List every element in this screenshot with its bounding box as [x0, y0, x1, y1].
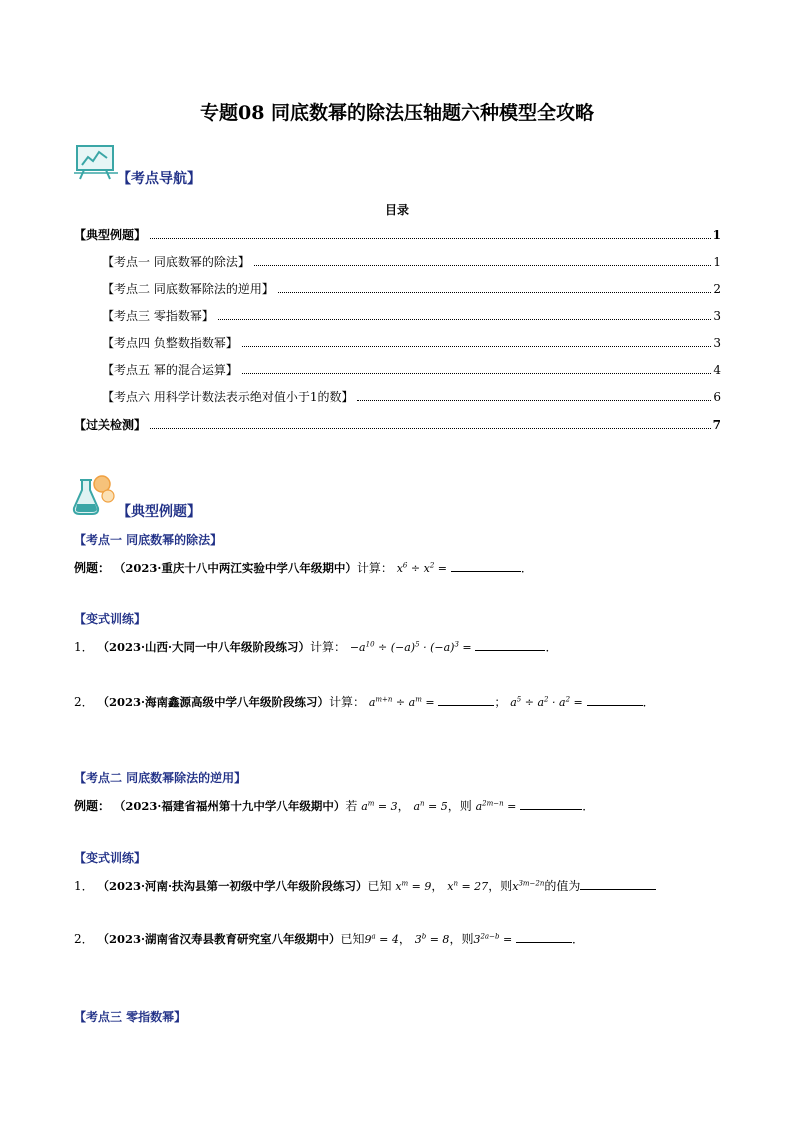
answer-blank[interactable]	[520, 799, 582, 810]
math-expression: $3^b = 8$	[414, 932, 450, 946]
toc-leader	[218, 319, 712, 320]
answer-blank[interactable]	[587, 695, 643, 706]
question-line: 2． （2023·湖南省汉寿县教育研究室八年级期中）已知$9^a = 4$， $3^b = 8$，则$3^{2a-b}$ = ．	[74, 932, 585, 946]
topic-heading: 【考点二 同底数幂除法的逆用】	[74, 771, 247, 785]
math-expression: $a^m = 3$	[361, 799, 398, 813]
answer-blank[interactable]	[580, 879, 656, 890]
toc-entry-label: 【考点六 用科学计数法表示绝对值小于1的数】	[102, 390, 354, 404]
document-title: 专题08 同底数幂的除法压轴题六种模型全攻略	[199, 102, 595, 124]
question-line: 2． （2023·海南鑫源高级中学八年级阶段练习）计算： $a^{m+n} \div a^m$ = ； $a^5 \div a^2 \cdot a^2$ = ．	[74, 695, 655, 709]
toc-leader	[242, 346, 712, 347]
math-expression: $x^m = 9$	[395, 879, 432, 893]
toc-entry-page: 7	[712, 418, 721, 432]
toc-leader	[278, 292, 712, 293]
toc-entry-page: 4	[713, 363, 721, 377]
math-expression: $a^5 \div a^2 \cdot a^2$ =	[510, 695, 583, 709]
math-expression: $x^6 \div x^2$ =	[396, 561, 447, 575]
toc-leader	[254, 265, 712, 266]
toc-entry[interactable]	[102, 253, 721, 269]
toc-caption: 目录	[384, 203, 409, 217]
toc-entry-page: 6	[713, 390, 721, 404]
answer-blank[interactable]	[516, 932, 572, 943]
math-expression: $a^n = 5$	[413, 799, 448, 813]
flask-icon	[72, 474, 118, 518]
toc-leader	[150, 238, 711, 239]
chalkboard-icon	[74, 143, 118, 181]
topic-heading: 【考点三 零指数幂】	[74, 1010, 187, 1024]
toc-entry-label: 【考点二 同底数幂除法的逆用】	[102, 282, 274, 296]
nav-header: 【考点导航】	[117, 171, 201, 187]
toc-entry-page: 3	[713, 309, 721, 323]
toc-leader	[150, 428, 711, 429]
math-expression: $a^{2m-n}$ =	[475, 799, 517, 813]
variant-heading: 【变式训练】	[74, 851, 147, 865]
toc-entry[interactable]	[102, 307, 721, 323]
toc-entry-page: 3	[713, 336, 721, 350]
toc-entry[interactable]	[74, 226, 721, 242]
toc-entry-label: 【过关检测】	[74, 418, 147, 432]
toc-entry-label: 【典型例题】	[74, 228, 147, 242]
toc-leader	[242, 373, 712, 374]
math-expression: $3^{2a-b}$ =	[473, 932, 513, 946]
toc-entry-page: 1	[713, 255, 721, 269]
question-line: 1． （2023·山西·大同一中八年级阶段练习）计算： $-a^{10} \div (-a)^5 \cdot (-a)^3$ = ．	[74, 640, 558, 654]
topic-heading: 【考点一 同底数幂的除法】	[74, 533, 223, 547]
answer-blank[interactable]	[451, 561, 521, 572]
toc-entry[interactable]	[74, 416, 721, 432]
section-header: 【典型例题】	[117, 504, 201, 520]
answer-blank[interactable]	[475, 640, 545, 651]
toc-entry[interactable]	[102, 280, 721, 296]
toc-entry-page: 1	[712, 228, 721, 242]
question-line: 1． （2023·河南·扶沟县第一初级中学八年级阶段练习）已知 $x^m = 9$， $x^n = 27$，则$x^{3m-2n}$的值为	[74, 877, 656, 894]
example-line: 例题： （2023·重庆十八中两江实验中学八年级期中）计算： $x^6 \div x^2$ = ．	[74, 561, 533, 575]
toc-entry-label: 【考点一 同底数幂的除法】	[102, 255, 250, 269]
toc-entry-page: 2	[713, 282, 721, 296]
math-expression: $9^a = 4$	[364, 932, 399, 946]
example-line: 例题： （2023·福建省福州第十九中学八年级期中）若 $a^m = 3$， $a^n = 5$，则 $a^{2m-n}$ = ．	[74, 799, 595, 813]
variant-heading: 【变式训练】	[74, 612, 147, 626]
math-expression: $x^n = 27$	[447, 879, 489, 893]
toc-leader	[357, 400, 711, 401]
math-expression: $-a^{10} \div (-a)^5 \cdot (-a)^3$ =	[349, 640, 472, 654]
toc-entry[interactable]	[102, 388, 721, 404]
math-expression: $x^{3m-2n}$	[512, 879, 545, 893]
answer-blank[interactable]	[438, 695, 494, 706]
toc-entry-label: 【考点四 负整数指数幂】	[102, 336, 238, 350]
toc-entry[interactable]	[102, 334, 721, 350]
math-expression: $a^{m+n} \div a^m$ =	[368, 695, 435, 709]
toc-entry-label: 【考点五 幂的混合运算】	[102, 363, 238, 377]
toc-entry-label: 【考点三 零指数幂】	[102, 309, 214, 323]
toc-entry[interactable]	[102, 361, 721, 377]
